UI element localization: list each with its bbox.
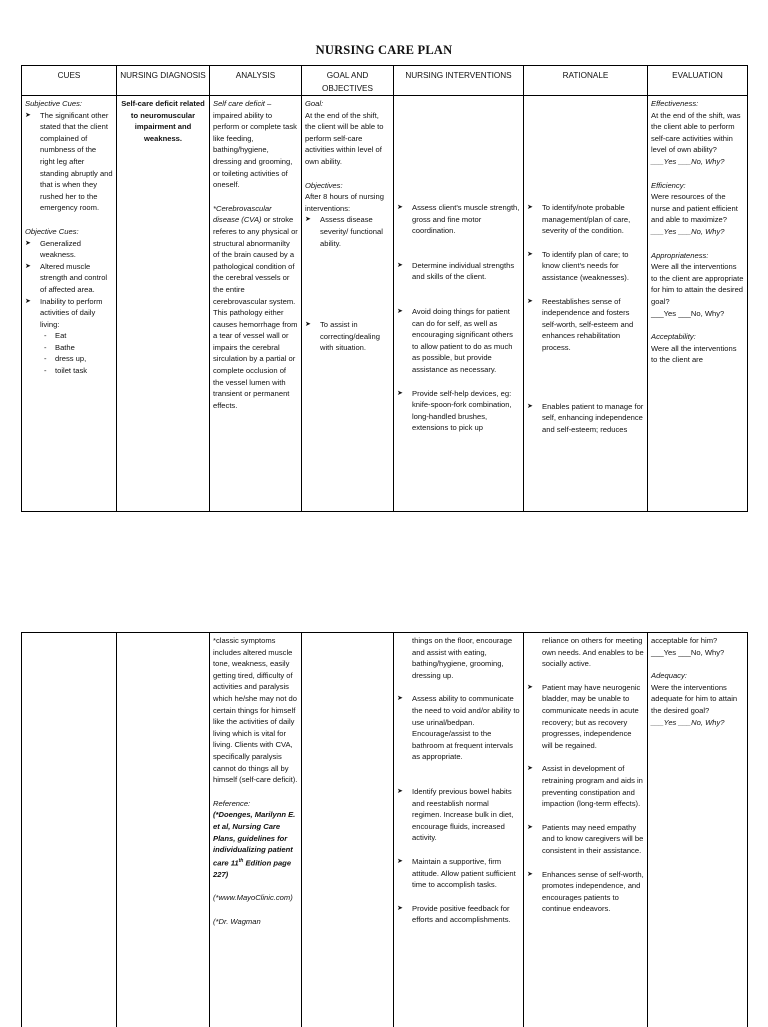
adl-item: - dress up, — [40, 353, 113, 365]
goal-cell — [302, 633, 394, 1027]
intervention-continued: things on the floor, encourage and assist with eating, bathing/hygiene, grooming, dressing up. — [397, 635, 520, 681]
subjective-label: Subjective Cues: — [25, 98, 113, 110]
page-title: NURSING CARE PLAN — [0, 43, 768, 58]
analysis-symptoms: *classic symptoms includes altered muscle tone, weakness, easily getting tired, difficulty of activities and paralysis which he/she may not do certain things for himself like the activities of daily living which is vital for living. Clients with CVA, specifically paralysis cannot do things all by himself (self-care deficit). — [213, 635, 298, 786]
rationale-item: ➤ Enhances sense of self-worth, promotes independence, and encourages patients to continue endeavors. — [527, 869, 644, 915]
interventions-cell — [394, 96, 524, 512]
adequacy-text: Were the interventions adequate for him to attain the desired goal? — [651, 682, 744, 717]
header-analysis: ANALYSIS — [210, 66, 302, 96]
rationale-item: ➤ To identify plan of care; to know client's needs for assistance (weaknesses). — [527, 249, 644, 284]
rationale-continued: reliance on others for meeting own needs. And enables to be socially active. — [527, 635, 644, 670]
yes-no-why: ___Yes ___No, Why? — [651, 156, 744, 168]
acceptability-text: Were all the interventions to the client are — [651, 343, 744, 366]
diagnosis-cell — [117, 633, 210, 1027]
intervention-item: ➤ Provide self-help devices, eg: knife-spoon-fork combination, long-handled brushes, extensions to pick up — [397, 388, 520, 434]
intervention-item: ➤ Maintain a supportive, firm attitude. Allow patient sufficient time to accomplish tasks. — [397, 856, 520, 891]
efficiency-label: Efficiency: — [651, 180, 744, 192]
appropriateness-text: Were all the interventions to the client are appropriate for him to attain the desired goal? — [651, 261, 744, 307]
adl-item: - Eat — [40, 330, 113, 342]
reference-label: Reference: — [213, 798, 298, 810]
body-row — [22, 633, 748, 1027]
care-plan-table-page-2 — [21, 632, 748, 1027]
rationale-item: ➤ Enables patient to manage for self, enhancing independence and self-esteem; reduces — [527, 401, 644, 436]
goal-label: Goal: — [305, 98, 390, 110]
objectives-label: Objectives: — [305, 180, 390, 192]
objective-item: ➤ Generalized weakness. — [25, 238, 113, 261]
effectiveness-text: At the end of the shift, was the client able to perform self-care activities within level of own ability? — [651, 110, 744, 156]
cues-cell — [22, 96, 117, 512]
header-diagnosis: NURSING DIAGNOSIS — [117, 66, 210, 96]
goal-cell — [302, 96, 394, 512]
objective-item: ➤ Assess disease severity/ functional ability. — [305, 214, 390, 249]
yes-no-why: ___Yes ___No, Why? — [651, 226, 744, 238]
analysis-cell — [210, 633, 302, 1027]
acceptability-continued: acceptable for him? — [651, 635, 744, 647]
intervention-item: ➤ Identify previous bowel habits and reestablish normal regimen. Increase bulk in diet, encourage fluids, increased activity. — [397, 786, 520, 844]
rationale-item: ➤ Reestablishes sense of independence and fosters self-worth, self-esteem and enhances rehabilitation process. — [527, 296, 644, 354]
objectives-text: After 8 hours of nursing interventions: — [305, 191, 390, 214]
reference-mayoclinic: (*www.MayoClinic.com) — [213, 892, 298, 904]
adl-list — [40, 330, 113, 376]
interventions-cell — [394, 633, 524, 1027]
efficiency-text: Were resources of the nurse and patient efficient and able to maximize? — [651, 191, 744, 226]
analysis-cell — [210, 96, 302, 512]
analysis-definition: Self care deficit – impaired ability to perform or complete task like feeding, bathing/hygiene, dressing and grooming, or toileting activities of oneself. — [213, 98, 298, 191]
goal-text: At the end of the shift, the client will be able to perform self-care activities within level of own ability. — [305, 110, 390, 168]
header-evaluation: EVALUATION — [648, 66, 748, 96]
adl-item: - toilet task — [40, 365, 113, 377]
rationale-item: ➤ To identify/note probable management/plan of care, severity of the condition. — [527, 202, 644, 237]
acceptability-label: Acceptability: — [651, 331, 744, 343]
intervention-item: ➤ Assess client's muscle strength, gross and fine motor coordination. — [397, 202, 520, 237]
body-row — [22, 96, 748, 512]
diagnosis-cell: Self-care deficit related to neuromuscular impairment and weakness. — [117, 96, 210, 512]
header-rationale: RATIONALE — [524, 66, 648, 96]
rationale-list — [527, 682, 644, 915]
interventions-list — [397, 98, 520, 434]
adequacy-label: Adequacy: — [651, 670, 744, 682]
care-plan-table-page-1 — [21, 65, 748, 512]
appropriateness-label: Appropriateness: — [651, 250, 744, 262]
objective-item: ➤ Altered muscle strength and control of affected area. — [25, 261, 113, 296]
intervention-item: ➤ Determine individual strengths and skills of the client. — [397, 260, 520, 283]
intervention-item: ➤ Provide positive feedback for efforts and accomplishments. — [397, 903, 520, 926]
interventions-list — [397, 693, 520, 926]
rationale-cell — [524, 633, 648, 1027]
yes-no-why: ___Yes ___No, Why? — [651, 717, 744, 729]
cues-cell — [22, 633, 117, 1027]
evaluation-cell — [648, 96, 748, 512]
reference-doenges: (*Doenges, Marilynn E. et al, Nursing Care Plans, guidelines for individualizing patient care 11th Edition page 227) — [213, 809, 298, 880]
header-row — [22, 66, 748, 96]
objectives-list — [305, 214, 390, 354]
objective-item: ➤ To assist in correcting/dealing with situation. — [305, 319, 390, 354]
adl-item: - Bathe — [40, 342, 113, 354]
rationale-item: ➤ Patient may have neurogenic bladder, may be unable to communicate needs in acute recovery; but as recovery progresses, independence will be regained. — [527, 682, 644, 752]
yes-no-why: ___Yes ___No, Why? — [651, 308, 744, 320]
yes-no-why: ___Yes ___No, Why? — [651, 647, 744, 659]
analysis-cva: *Cerebrovascular disease (CVA) or stroke referes to any physical or structural abnormanilty of the brain caused by a pathological condition of the cerebral vessels or the entire cerebrovascular system. This pathology either causes hemorrhage from a tear of vessel wall or impairs the cerebral sirculation by a partial or complete occlusion of the vessel lumen with transient or permanent effects. — [213, 203, 298, 412]
intervention-item: ➤ Assess ability to communicate the need to void and/or ability to use urinal/bedpan. Encourage/assist to the bathroom at frequent intervals as appropriate. — [397, 693, 520, 763]
objective-list — [25, 238, 113, 377]
reference-wagman: (*Dr. Wagman — [213, 916, 298, 928]
header-interventions: NURSING INTERVENTIONS — [394, 66, 524, 96]
objective-label: Objective Cues: — [25, 226, 113, 238]
objective-item: ➤ Inability to perform activities of daily living: - Eat - Bathe - dress up, - toilet task — [25, 296, 113, 377]
evaluation-cell — [648, 633, 748, 1027]
rationale-cell — [524, 96, 648, 512]
rationale-item: ➤ Assist in development of retraining program and aids in preventing constipation and impaction (long-term effects). — [527, 763, 644, 809]
header-goal: GOAL AND OBJECTIVES — [302, 66, 394, 96]
subjective-item: ➤ The significant other stated that the client complained of numbness of the right leg after standing abruptly and that is when they rushed her to the emergency room. — [25, 110, 113, 214]
subjective-list — [25, 110, 113, 214]
intervention-item: ➤ Avoid doing things for patient can do for self, as well as encouraging significant others to allow patient to do as much as possible, but provide assistance as necessary. — [397, 306, 520, 376]
rationale-list — [527, 98, 644, 435]
rationale-item: ➤ Patients may need empathy and to know caregivers will be consistent in their assistance. — [527, 822, 644, 857]
effectiveness-label: Effectiveness: — [651, 98, 744, 110]
header-cues: CUES — [22, 66, 117, 96]
